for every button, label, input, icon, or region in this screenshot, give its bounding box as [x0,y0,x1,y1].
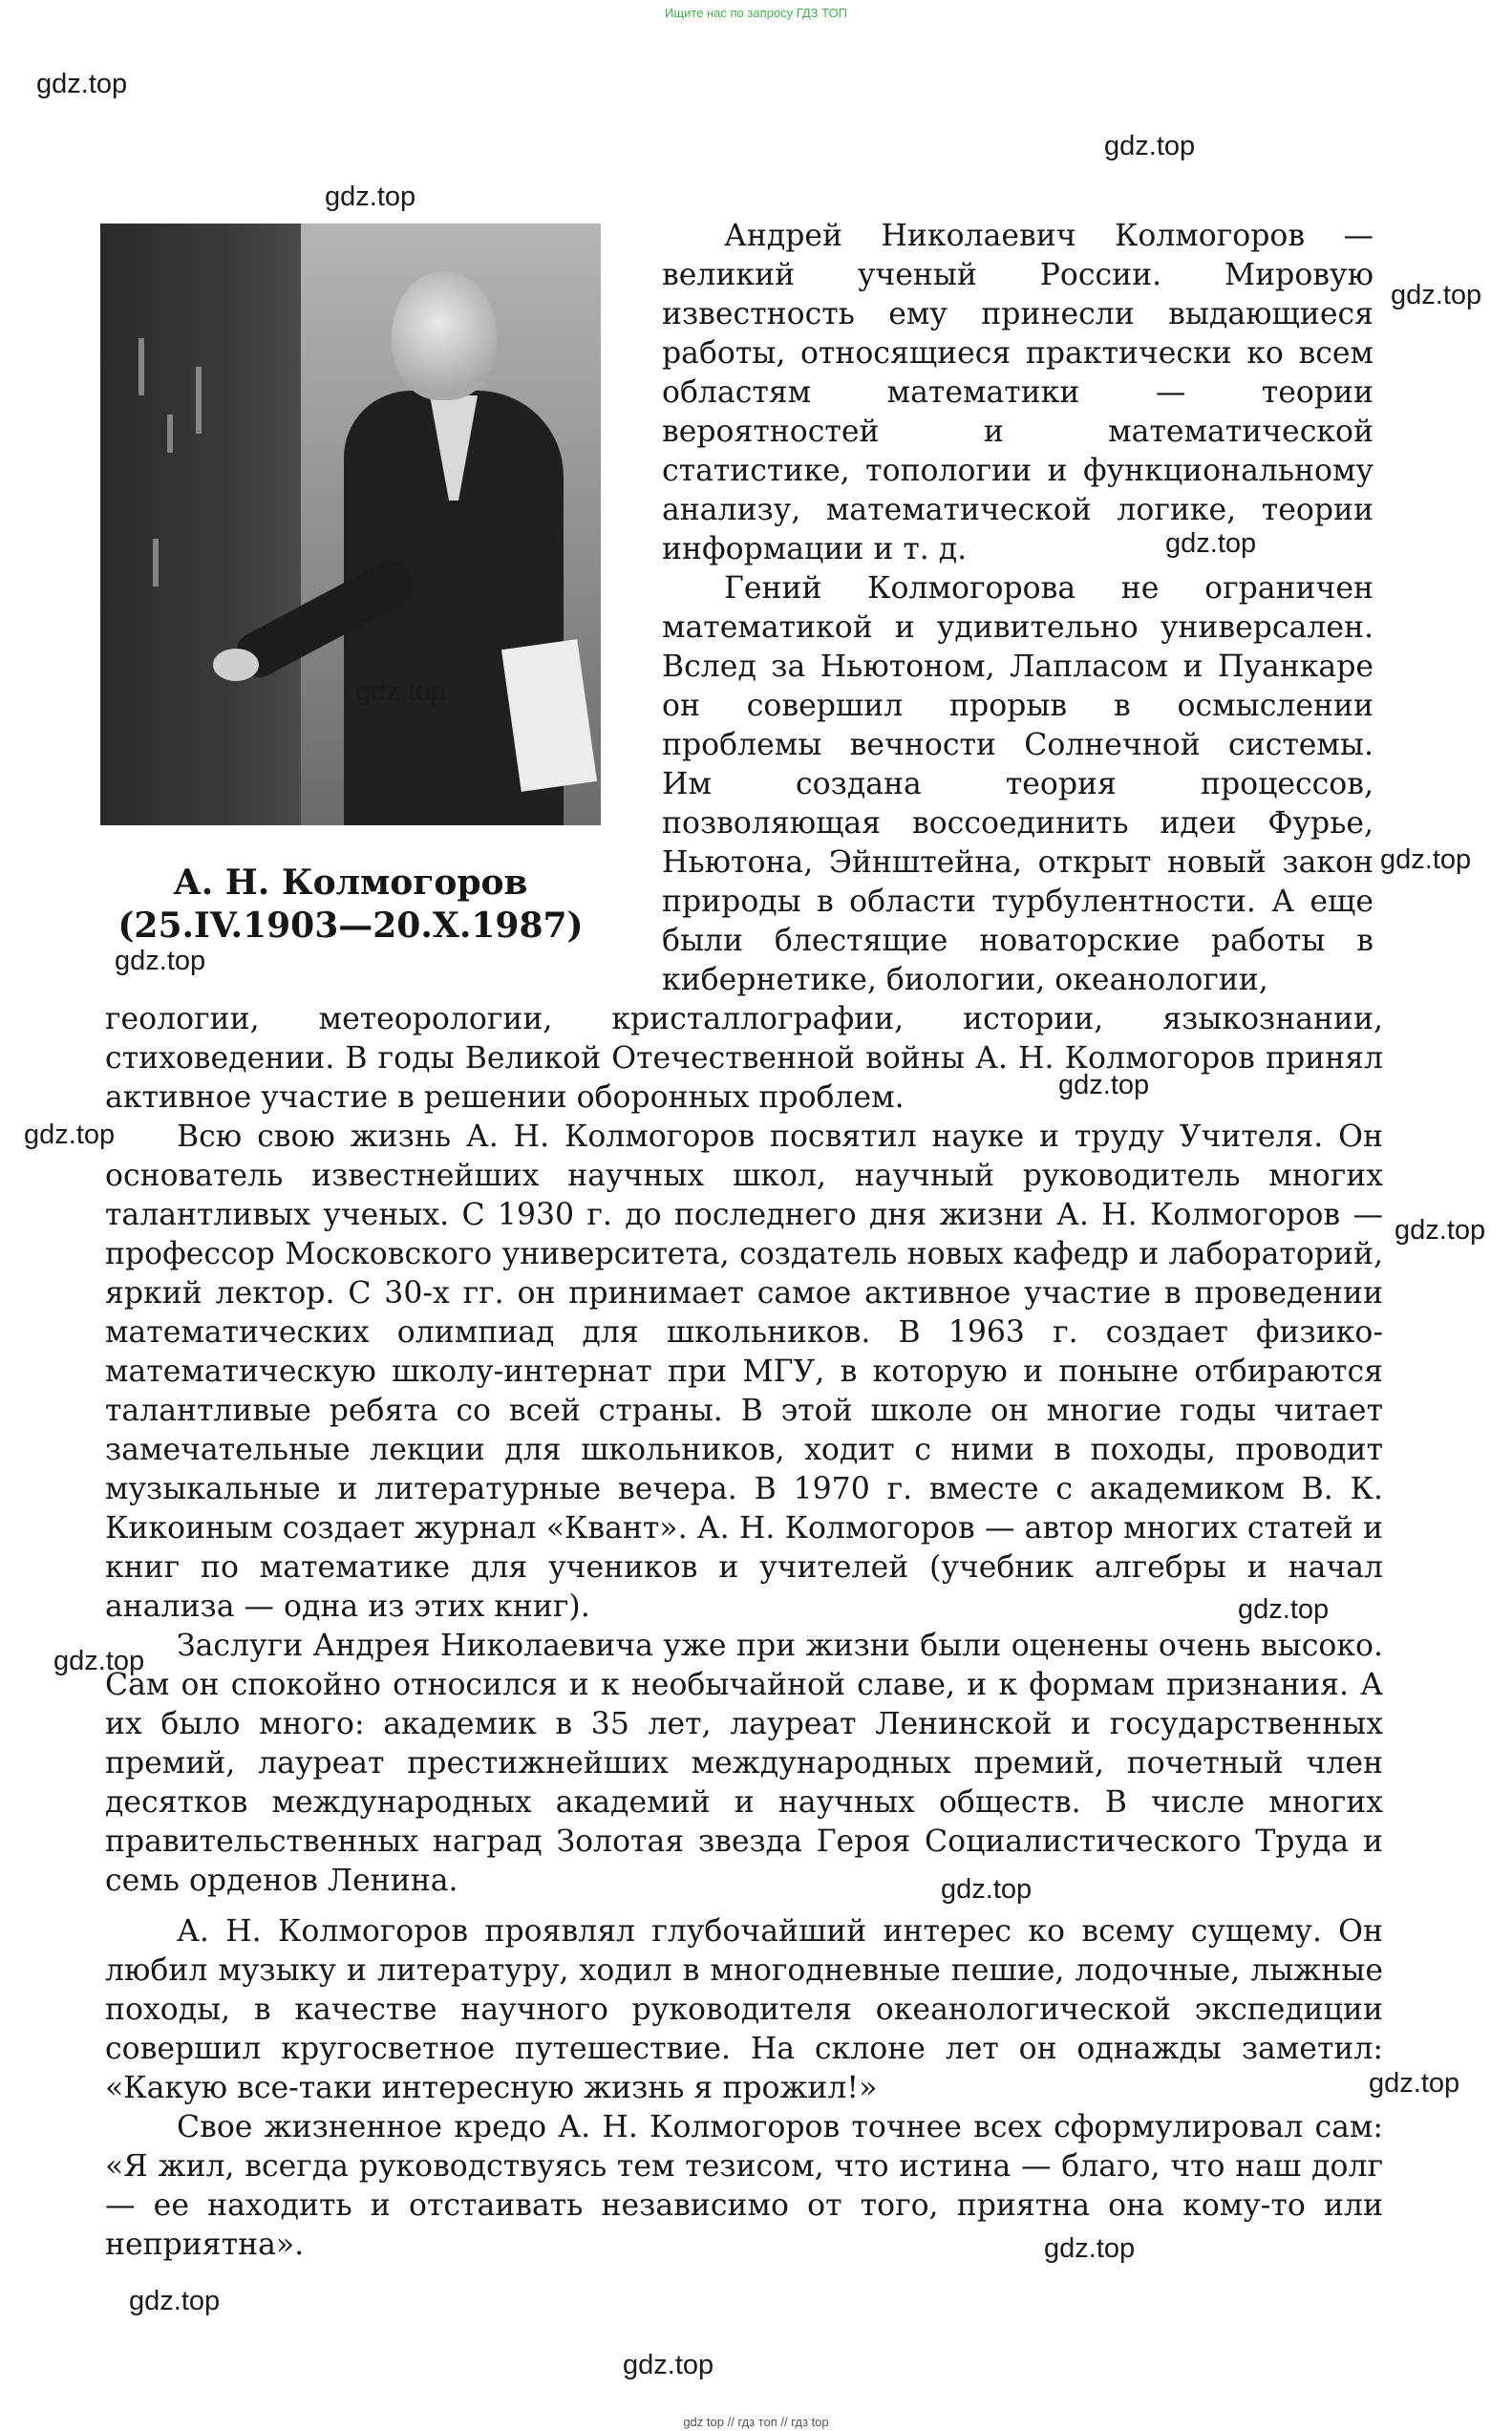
watermark: gdz.top [1058,1070,1150,1100]
watermark: gdz.top [1104,131,1196,161]
chalk-mark [138,338,144,395]
blackboard [100,224,301,825]
chalk-mark [196,367,202,434]
watermark: gdz.top [129,2286,221,2316]
chalk-mark [167,415,173,453]
watermark: gdz.top [1391,280,1482,310]
paragraph-teacher: Всю свою жизнь А. Н. Колмогоров посвятил науке и труду Учителя. Он основатель известнейших научных школ, научный руководитель многих талантливых ученых. С 1930 г. до последнего дня жизни А. Н. Колмогоров — профессор Московского университета, создатель новых кафедр и лабораторий, яркий лектор. С 30-х гг. он принимает самое активное участие в проведении математических олимпиад для школьников. В 1963 г. создает физико-математическую школу-интернат при МГУ, в которую и поныне отбираются талантливые ребята со всей страны. В этой школе он многие годы читает замечательные лекции для школьников, ходит с ними в походы, проводит музыкальные и литературные вечера. В 1970 г. вместе с академиком В. К. Кикоиным создает журнал «Квант». А. Н. Колмогоров — автор многих статей и книг по математике для учеников и учителей (учебник алгебры и начал анализа — одна из этих книг). [105,1120,1383,1624]
watermark: gdz.top [1369,2068,1460,2099]
watermark: gdz.top [941,1874,1033,1905]
paragraph-interests: А. Н. Колмогоров проявлял глубочайший интерес ко всему сущему. Он любил музыку и литературу, ходил в многодневные пешие, лодочные, лыжные походы, в качестве научного руководителя океанологической экспедиции совершил кругосветное путешествие. На склоне лет он однажды заметил: «Какую все-таки интересную жизнь я прожил!» [105,1914,1383,2105]
watermark: gdz.top [623,2350,714,2380]
figure-hand [213,649,259,681]
watermark: gdz.top [36,69,128,99]
footer-note: gdz top // гдз топ // гдз top [683,2415,829,2429]
paragraph-genius-continued: геологии, метеорологии, кристаллографии, истории, языкознании, стиховедении. В годы Великой Отечественной войны А. Н. Колмогоров принял активное участие в решении оборонных проблем. [105,1002,1383,1115]
watermark: gdz.top [325,181,416,212]
paragraph-merits: Заслуги Андрея Николаевича уже при жизни были оценены очень высоко. Сам он спокойно относился и к необычайной славе, и к формам признания. А их было много: академик в 35 лет, лауреат Ленинской и государственных премий, лауреат престижнейших международных премий, почетный член десятков международных академий и научных обществ. В числе многих правительственных наград Золотая звезда Героя Социалистического Труда и семь орденов Ленина. [105,1629,1383,1898]
watermark: gdz.top [1395,1215,1486,1246]
paragraph-intro: Андрей Николаевич Колмогоров — великий ученый России. Мировую известность ему принесли выдающиеся работы, относящиеся практически ко всем областям математики — теории вероятностей и математической статистике, топологии и функциональному анализу, математической логике, теории информации и т. д. [662,219,1374,566]
watermark: gdz.top [24,1120,116,1150]
watermark: gdz.top [1380,844,1472,875]
portrait-photo [100,224,601,825]
watermark: gdz.top [1238,1594,1330,1625]
watermark: gdz.top [355,676,447,707]
chalk-mark [153,539,159,586]
photo-caption-dates: (25.IV.1903—20.X.1987) [117,906,584,946]
photo-caption-name: А. Н. Колмогоров [173,863,528,903]
watermark: gdz.top [53,1646,145,1676]
watermark: gdz.top [115,946,206,976]
watermark: gdz.top [1165,528,1257,559]
watermark: gdz.top [1044,2233,1136,2264]
header-note: Ищите нас по запросу ГДЗ ТОП [665,6,847,20]
figure-head [392,271,497,400]
paragraph-credo: Свое жизненное кредо А. Н. Колмогоров точнее всех сформулировал сам: «Я жил, всегда руководствуясь тем тезисом, что истина — благо, что наш долг — ее находить и отстаивать независимо от того, приятна она кому-то или неприятна». [105,2110,1383,2262]
paragraph-genius: Гений Колмогорова не ограничен математикой и удивительно универсален. Вслед за Ньютоном, Лапласом и Пуанкаре он совершил прорыв в осмыслении проблемы вечности Солнечной системы. Им создана теория процессов, позволяющая воссоединить идеи Фурье, Ньютона, Эйнштейна, открыт новый закон природы в области турбулентности. А еще были блестящие новаторские работы в кибернетике, биологии, океанологии, [662,571,1374,997]
